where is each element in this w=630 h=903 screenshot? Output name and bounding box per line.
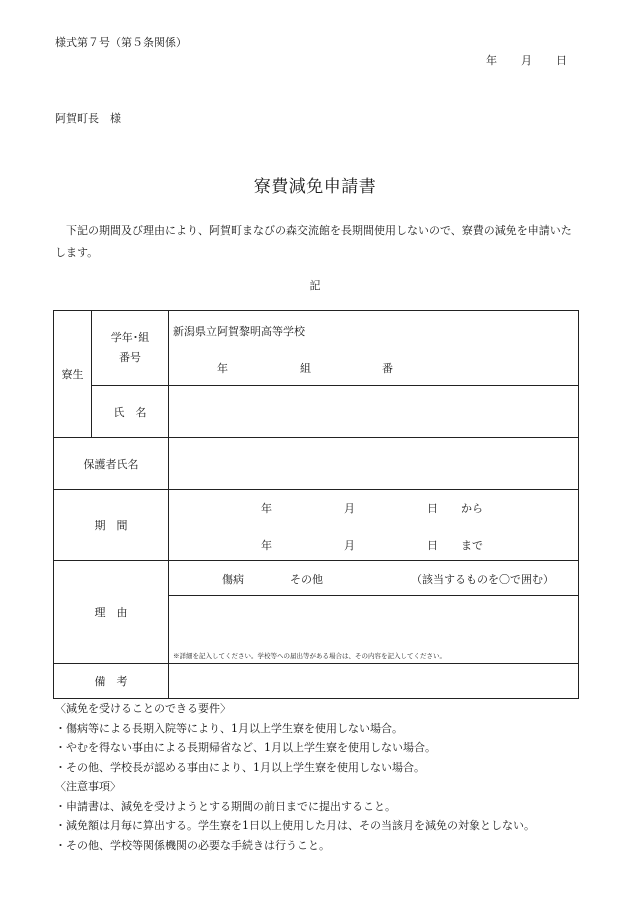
notes-section (55, 699, 595, 855)
reason-options[interactable] (169, 561, 579, 596)
school-name: 新潟県立阿賀黎明高等学校 (173, 325, 305, 338)
guardian-name-label: 保護者氏名 (54, 438, 169, 490)
period-end-year: 年 (261, 539, 272, 552)
period-until-label: まで (461, 539, 483, 552)
reason-detail-note: ※詳細を記入してください。学校等への届出等がある場合は、その内容を記入してください。 (173, 652, 446, 660)
intro-paragraph: 下記の期間及び理由により、阿賀町まなびの森交流館を長期間使用しないので、寮費の減免を申請いたします。 (55, 224, 572, 259)
grade-class-label: 学年･組 (110, 331, 150, 344)
form-number: 様式第７号（第５条関係） (55, 36, 187, 49)
grade-unit: 年 (217, 362, 228, 375)
requirement-item: ・その他、学校長が認める事由により、1月以上学生寮を使用しない場合。 (55, 760, 425, 774)
date-year-label: 年 (486, 54, 497, 67)
requirement-item: ・やむを得ない事由による長期帰省など、1月以上学生寮を使用しない場合。 (55, 741, 436, 754)
period-field[interactable] (169, 490, 579, 561)
application-form-table (53, 310, 579, 699)
number-unit: 番 (382, 362, 393, 375)
name-label: 氏 名 (92, 386, 169, 438)
reason-label: 理 由 (54, 561, 169, 664)
reason-option-injury[interactable]: 傷病 (222, 573, 244, 586)
period-start-day: 日 (427, 502, 438, 515)
document-title: 寮費減免申請書 (253, 177, 377, 197)
caution-item: ・その他、学校等関係機関の必要な手続きは行うこと。 (55, 838, 330, 852)
period-end-day: 日 (427, 539, 438, 552)
reason-detail-field[interactable] (169, 596, 579, 664)
number-label: 番号 (119, 351, 141, 364)
caution-heading: 〈注意事項〉 (55, 780, 121, 793)
reason-instruction: （該当するものを〇で囲む） (411, 573, 554, 586)
period-start-year: 年 (261, 502, 272, 515)
ki-heading: 記 (309, 279, 321, 292)
grade-class-number-label (92, 311, 169, 386)
requirements-heading: 〈減免を受けることのできる要件〉 (55, 702, 231, 715)
date-day-label: 日 (556, 54, 567, 67)
caution-item: ・減免額は月毎に算出する。学生寮を1日以上使用した月は、その当該月を減免の対象としない。 (55, 819, 535, 832)
dorm-student-label: 寮生 (54, 311, 92, 438)
period-end-month: 月 (344, 539, 355, 552)
class-unit: 組 (300, 362, 311, 375)
period-start-month: 月 (344, 502, 355, 515)
requirement-item: ・傷病等による長期入院等により、1月以上学生寮を使用しない場合。 (55, 721, 403, 735)
name-field[interactable] (169, 386, 579, 438)
period-from-label: から (461, 502, 483, 515)
reason-option-other[interactable]: その他 (290, 573, 323, 586)
period-label: 期 間 (54, 490, 169, 561)
remarks-field[interactable] (169, 664, 579, 699)
caution-item: ・申請書は、減免を受けようとする期間の前日までに提出すること。 (55, 799, 396, 813)
submission-date (486, 52, 567, 68)
guardian-name-field[interactable] (169, 438, 579, 490)
date-month-label: 月 (521, 54, 532, 67)
addressee: 阿賀町長 様 (55, 112, 121, 125)
remarks-label: 備 考 (54, 664, 169, 699)
school-grade-class-field[interactable] (169, 311, 579, 386)
